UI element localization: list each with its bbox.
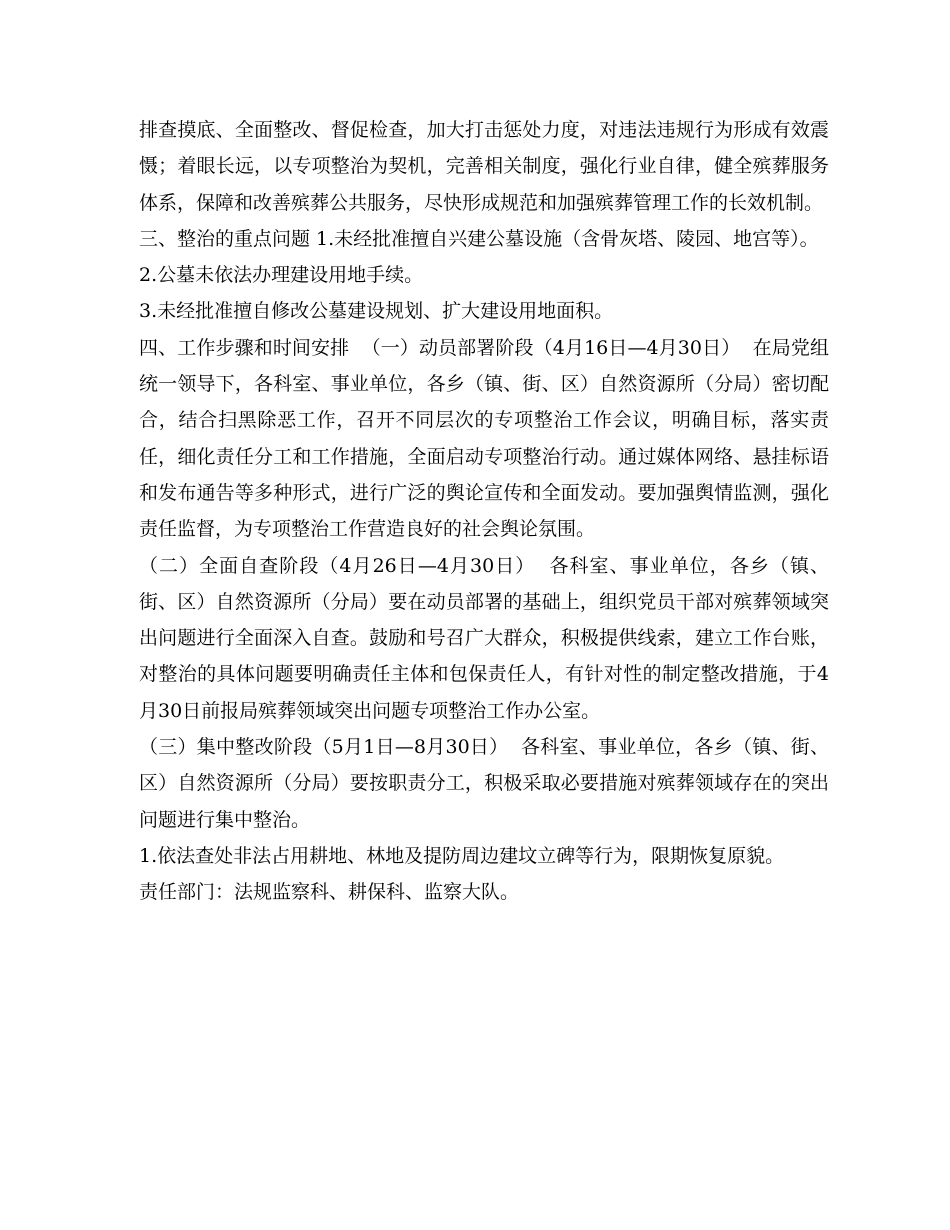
paragraph-issue-3: 3.未经批准擅自修改公墓建设规划、扩大建设用地面积。	[139, 300, 614, 323]
paragraph-self-inspection: （二）全面自查阶段（4月26日—4月30日） 各科室、事业单位，各乡（镇、街、区）自然资源所（分局）要在动员部署的基础上，组织党员干部对殡葬领域突出问题进行全面深入自查。鼓励和号召广大群众，积极提供线索，建立工作台账，对整治的具体问题要明确责任主体和包保责任人，有针对性的制定整改措施，于4月30日前报局殡葬领域突出问题专项整治工作办公室。	[139, 554, 829, 722]
paragraph-item-1: 1.依法查处非法占用耕地、林地及提防周边建坟立碑等行为，限期恢复原貌。	[139, 844, 785, 867]
paragraph-key-issues: 三、整治的重点问题 1.未经批准擅自兴建公墓设施（含骨灰塔、陵园、地宫等）。	[139, 227, 819, 250]
document-body	[139, 112, 829, 911]
paragraph-work-steps: 四、工作步骤和时间安排 （一）动员部署阶段（4月16日—4月30日） 在局党组统一领导下，各科室、事业单位，各乡（镇、街、区）自然资源所（分局）密切配合，结合扫黑除恶工作，召开不同层次的专项整治工作会议，明确目标，落实责任，细化责任分工和工作措施，全面启动专项整治行动。通过媒体网络、悬挂标语和发布通告等多种形式，进行广泛的舆论宣传和全面发动。要加强舆情监测，强化责任监督，为专项整治工作营造良好的社会舆论氛围。	[139, 336, 829, 541]
paragraph-issue-2: 2.公墓未依法办理建设用地手续。	[139, 264, 424, 287]
paragraph-responsible-departments: 责任部门：法规监察科、耕保科、监察大队。	[139, 881, 520, 904]
paragraph-intro: 排查摸底、全面整改、督促检查，加大打击惩处力度，对违法违规行为形成有效震慑；着眼长远，以专项整治为契机，完善相关制度，强化行业自律，健全殡葬服务体系，保障和改善殡葬公共服务，尽快形成规范和加强殡葬管理工作的长效机制。	[139, 119, 829, 214]
paragraph-rectification: （三）集中整改阶段（5月1日—8月30日） 各科室、事业单位，各乡（镇、街、区）自然资源所（分局）要按职责分工，积极采取必要措施对殡葬领域存在的突出问题进行集中整治。	[139, 736, 829, 831]
